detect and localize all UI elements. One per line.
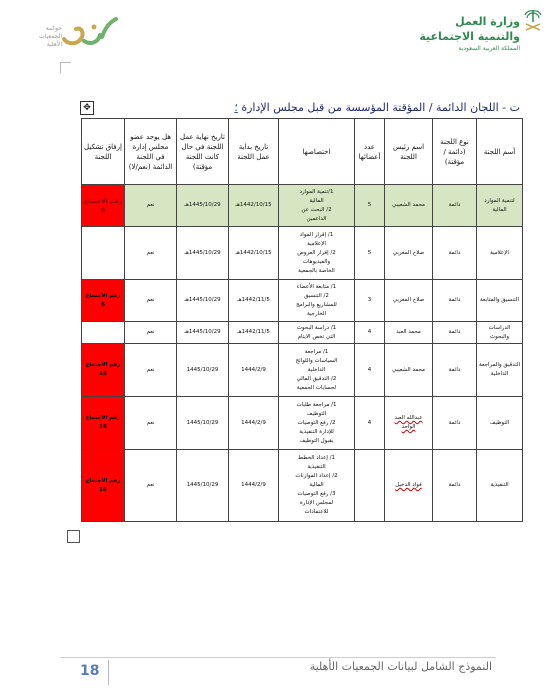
committee-head-cell: محمد الشعيبي [385,185,433,227]
task-line: الإعلامية [307,240,326,247]
task-line: 2/ إعداد الموازنات [295,473,338,479]
task-line: 1/ مراجعة طلبات [296,401,337,408]
end-date-cell: 1445/10/29هـ [177,322,229,344]
tasks-cell [279,344,355,397]
table-row [82,227,523,280]
ministry-name-line3: المملكة العربية السعودية [458,45,520,52]
task-line: بقبول التوظيف [299,437,334,444]
task-line: 2/ البحث عن [301,206,332,213]
tasks-cell [279,280,355,322]
members-count-cell: 5 [355,185,385,227]
column-header: نوع اللجنة (دائمة /مؤقتة) [433,119,477,185]
task-line: الخاصة بالجمعية [298,267,335,274]
attachment-cell: رقم الاجتماع 6 [82,185,125,227]
column-header: أسم اللجنة [477,119,523,185]
start-date-cell: 1442/10/15هـ [229,185,279,227]
task-line: الداعمين [306,215,327,222]
tasks-cell [279,185,355,227]
column-header: تاريخ بداية عمل اللجنة [229,119,279,185]
task-line: المالية [309,482,324,488]
table-row [82,185,523,227]
task-line: 2/ التنسيق [304,292,329,299]
task-line: الداخلية [307,366,326,373]
committee-name-cell: التنفيذية [477,450,523,522]
committee-name-cell: لتنمية الموارد المالية [477,185,523,227]
members-count-cell: 4 [355,344,385,397]
members-count-cell: 4 [355,322,385,344]
task-line: الخارجية [306,310,327,317]
task-line: 2/ رفع التوصيات [297,419,336,426]
committee-head-cell: فواد الدخيل [385,450,433,522]
committee-name-cell: الدراسات والبحوث [477,322,523,344]
task-line: التنفيذية [307,464,326,470]
end-date-cell: 1445/10/29هـ [177,280,229,322]
tasks-cell [279,322,355,344]
task-line: لحسابات الجمعية [296,384,337,391]
task-line: 1/ دراسة البحوث [296,324,337,331]
task-line: 3/ رفع التوصيات [297,491,336,497]
column-header: اسم رئيس اللجنة [385,119,433,185]
board-member-cell: نعم [125,280,177,322]
members-count-cell: 4 [355,397,385,450]
committee-name-cell: التدقيق والمراجعة الداخلية [477,344,523,397]
saleh-logo-mark-icon [58,15,118,51]
committee-type-cell: دائمة [433,344,477,397]
column-header: اختصاصها [279,119,355,185]
board-member-cell: نعم [125,450,177,522]
task-line: للمشاريع والبرامج [296,301,337,308]
board-member-cell: نعم [125,322,177,344]
start-date-cell: 1442/11/5هـ [229,280,279,322]
attachment-cell [82,227,125,280]
committee-name-cell: التوظيف [477,397,523,450]
attachment-cell: رقم الاجتماع 16 [82,344,125,397]
board-member-cell: نعم [125,227,177,280]
committee-type-cell: دائمة [433,185,477,227]
committee-head-cell: عبدالله العبد الواحد [385,397,433,450]
section-title-suffix: ؛ [234,101,238,114]
task-line: لمجلس الإدارة [299,500,334,506]
attachment-cell: رقم الاجتماع 16 [82,450,125,522]
footer-title: النموذج الشامل لبيانات الجمعيات الأهلية [309,660,492,673]
task-line: التي تخص الايتام [297,333,336,340]
start-date-cell: 1444/2/9 [229,344,279,397]
table-row [82,322,523,344]
task-line: 1/تنمية الموارد [299,188,334,195]
tasks-cell [279,397,355,450]
committee-name-cell: التنسيق والمتابعة [477,280,523,322]
end-date-cell: 1445/10/29هـ [177,227,229,280]
table-row [82,344,523,397]
members-count-cell: 3 [355,280,385,322]
section-title-text: اللجان الدائمة / المؤقتة المؤسسة من قبل مجلس الإدارة [241,101,499,114]
ministry-name-line1: وزارة العمل [455,15,520,28]
start-date-cell: 1444/2/9 [229,450,279,522]
task-line: 1/ متابعة الأعضاء [296,283,337,290]
footer-divider [108,660,109,685]
governance-logo-text: حوكمة الجمعيات الأهلية [38,25,62,48]
column-header: إرفاق تشكيل اللجنة [82,119,125,185]
committee-type-cell: دائمة [433,227,477,280]
committee-head-cell: صلاح المغربي [385,280,433,322]
task-line: 1/ إعداد الخطط [297,455,335,461]
attachment-cell: رقم الاجتماع 16 [82,397,125,450]
committee-type-cell: دائمة [433,397,477,450]
committees-table [81,118,523,522]
ministry-logo [419,8,544,58]
footer-rule [60,657,496,658]
task-line: 1/ إقرار المواد [299,231,334,238]
end-date-cell: 1445/10/29 [177,397,229,450]
column-header: تاريخ نهاية عمل اللجنة في حال كانت اللجنة مؤقتة) [177,119,229,185]
board-member-cell: نعم [125,185,177,227]
task-line: 1/ مراجعة [304,348,329,355]
palm-swords-emblem-icon [522,8,544,34]
section-title-prefix: ت - [498,101,520,114]
committee-head-cell: محمد الشعيبي [385,344,433,397]
committee-name-cell: الإعلامية [477,227,523,280]
task-line: للإدارة التنفيذية [299,428,334,435]
board-member-cell: نعم [125,344,177,397]
committee-head-cell: محمد العبد [385,322,433,344]
ministry-name-line2: والتنمية الاجتماعية [419,30,520,43]
attachment-cell: رقم الاجتماع 6 [82,280,125,322]
committee-head-cell: صلاح المغربي [385,227,433,280]
section-title [234,101,520,114]
task-line: 2/ التدقيق المالي [296,375,337,382]
board-member-cell: نعم [125,397,177,450]
tasks-cell [279,450,355,522]
table-row [82,280,523,322]
task-line: للاعتمادات [304,509,329,515]
committee-type-cell: دائمة [433,280,477,322]
start-date-cell: 1442/10/15هـ [229,227,279,280]
members-count-cell [355,450,385,522]
column-header: هل يوجد عضو مجلس إدارة في اللجنة الدائمة (نعم/لا) [125,119,177,185]
end-date-cell: 1445/10/29 [177,344,229,397]
task-line: المالية [309,197,324,204]
attachment-cell [82,322,125,344]
start-date-cell: 1444/2/9 [229,397,279,450]
end-date-cell: 1445/10/29هـ [177,185,229,227]
start-date-cell: 1442/11/5هـ [229,322,279,344]
page-number: 18 [80,663,100,679]
governance-logo [28,15,118,55]
committee-type-cell: دائمة [433,322,477,344]
paragraph-mark-box [67,530,80,543]
page-margin-corner [60,62,71,73]
tasks-cell [279,227,355,280]
table-move-handle-icon[interactable]: ✥ [80,101,94,115]
task-line: والفيديوهات [302,258,331,265]
task-line: التوظيف [306,410,327,417]
members-count-cell: 5 [355,227,385,280]
section-heading [80,101,520,117]
column-header: عدد أعضائها [355,119,385,185]
table-header-row [82,119,523,185]
task-line: 2/ إقرار العروض [297,249,336,256]
committee-type-cell: دائمة [433,450,477,522]
table-row [82,397,523,450]
end-date-cell: 1445/10/29 [177,450,229,522]
task-line: السياسات واللوائح [295,357,338,364]
table-row [82,450,523,522]
